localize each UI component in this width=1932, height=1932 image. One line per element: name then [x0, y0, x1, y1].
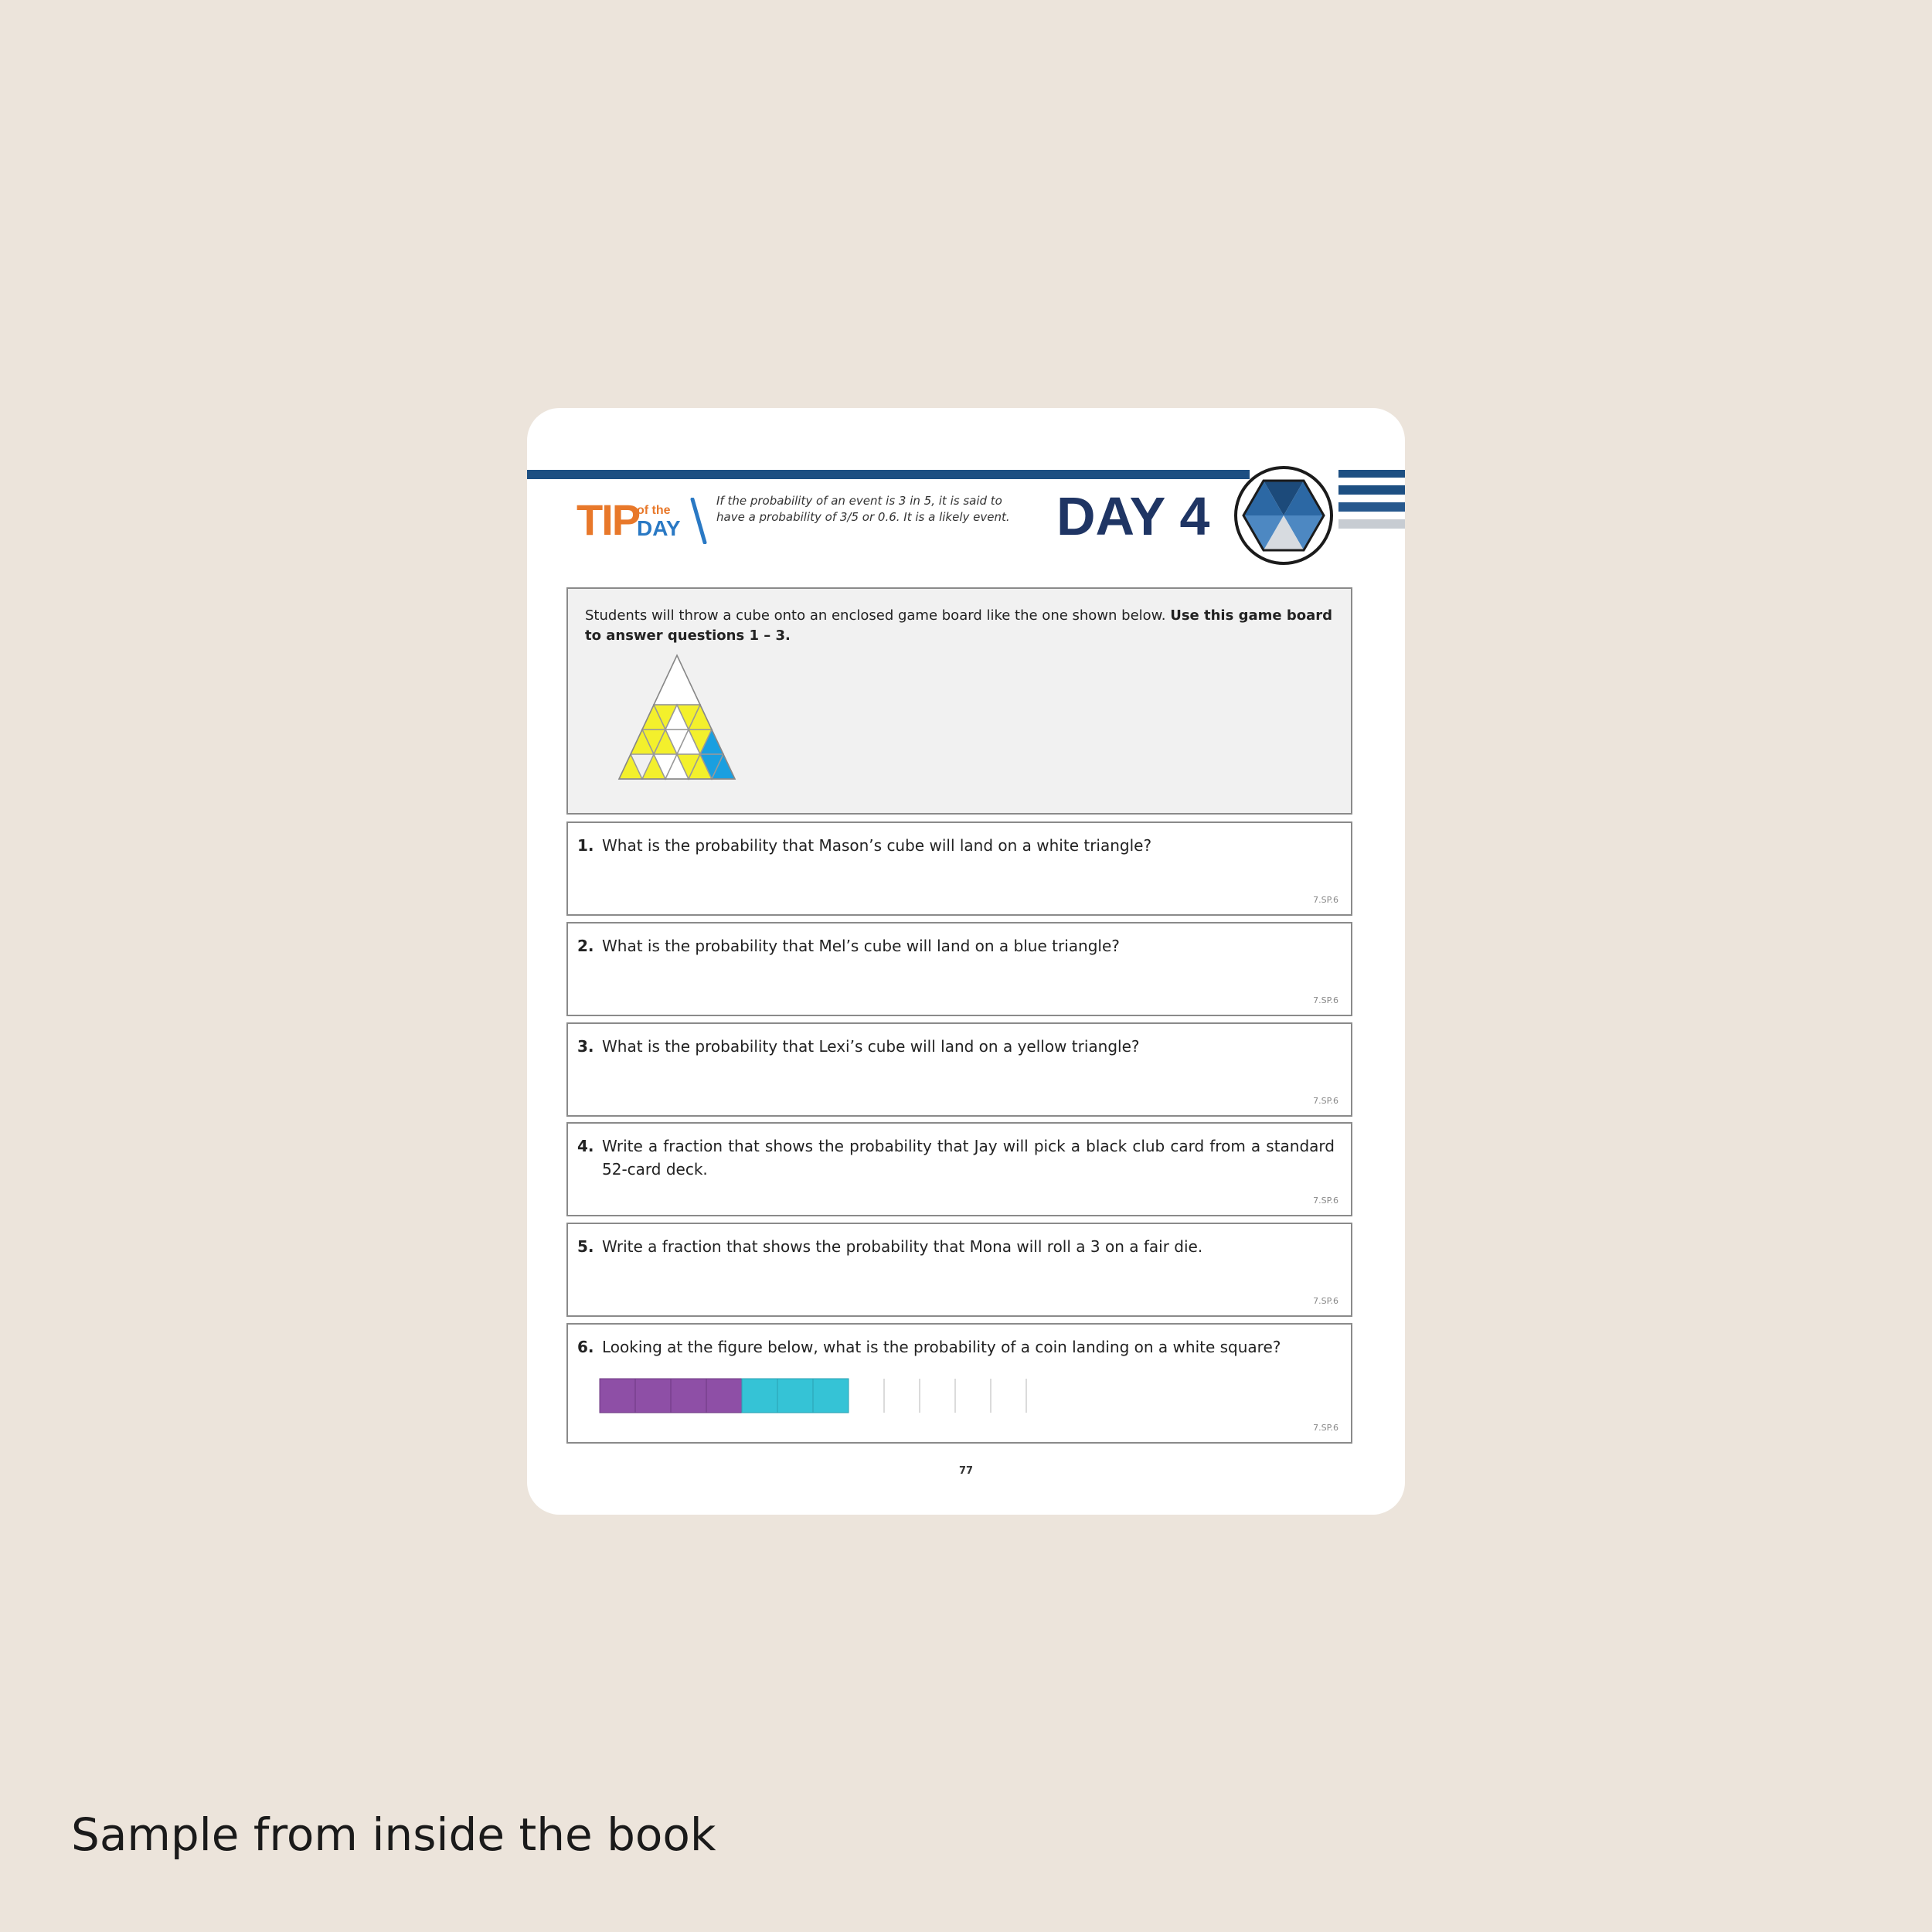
strip-square [600, 1379, 635, 1413]
question-text [577, 1335, 1335, 1359]
question-body: Write a fraction that shows the probability that Mona will roll a 3 on a fair die. [602, 1237, 1203, 1256]
intro-text [585, 606, 1338, 646]
question-text [577, 1235, 1335, 1258]
question-text [577, 1134, 1335, 1181]
question-number: 2. [577, 937, 594, 955]
page-number: 77 [958, 1465, 974, 1477]
intro-regular: Students will throw a cube onto an enclosed game board like the one shown below. [585, 607, 1171, 624]
question-text [577, 934, 1335, 957]
question-number: 6. [577, 1338, 594, 1356]
tip-line-1: If the probability of an event is 3 in 5, it is said to [716, 494, 1002, 508]
tip-day: DAY [637, 516, 681, 540]
caption: Sample from inside the book [71, 1808, 716, 1861]
game-board-triangle [607, 652, 753, 807]
question-box [566, 1122, 1352, 1216]
question-body: What is the probability that Mason’s cube will land on a white triangle? [602, 836, 1152, 855]
strip-square [742, 1379, 777, 1413]
standard-code: 7.SP.6 [1313, 1296, 1338, 1306]
hexagon-badge-icon [1234, 466, 1333, 565]
question-box [566, 922, 1352, 1016]
strip-square [671, 1379, 706, 1413]
strip-square [706, 1379, 742, 1413]
question-number: 1. [577, 836, 594, 855]
day-title: DAY 4 [1056, 486, 1210, 546]
strip-square [777, 1379, 813, 1413]
question-box [566, 1022, 1352, 1117]
standard-code: 7.SP.6 [1313, 1096, 1338, 1106]
question-number: 3. [577, 1037, 594, 1056]
question-body: What is the probability that Lexi’s cube will land on a yellow triangle? [602, 1037, 1140, 1056]
strip-square [813, 1379, 849, 1413]
strip-square [635, 1379, 671, 1413]
question-body: Write a fraction that shows the probability that Jay will pick a black club card from a standard 52-card deck. [602, 1137, 1335, 1179]
question-number: 4. [577, 1137, 594, 1155]
question-box [566, 1323, 1352, 1444]
standard-code: 7.SP.6 [1313, 1423, 1338, 1433]
intro-bold: Use this game board to answer questions 1 – 3. [585, 607, 1332, 644]
tip-line-2: have a probability of 3/5 or 0.6. It is a likely event. [716, 510, 1010, 524]
book-page [527, 408, 1405, 1515]
square-strip [599, 1377, 1047, 1416]
tip-text [716, 493, 1010, 526]
board-triangle [654, 655, 700, 705]
standard-code: 7.SP.6 [1313, 895, 1338, 905]
tip-of-the-day-logo [577, 493, 716, 547]
question-body: What is the probability that Mel’s cube will land on a blue triangle? [602, 937, 1120, 955]
question-box [566, 1223, 1352, 1317]
question-text [577, 1035, 1335, 1058]
question-body: Looking at the figure below, what is the probability of a coin landing on a white square? [602, 1338, 1281, 1356]
question-box [566, 821, 1352, 916]
question-number: 5. [577, 1237, 594, 1256]
question-text [577, 834, 1335, 857]
board-triangle [619, 754, 642, 779]
standard-code: 7.SP.6 [1313, 995, 1338, 1005]
pencil-slash-icon [689, 498, 708, 544]
tip-word: TIP [577, 495, 640, 544]
header-band [527, 470, 1250, 479]
intro-box [566, 587, 1352, 815]
tip-of-the: of the [637, 504, 671, 517]
standard-code: 7.SP.6 [1313, 1196, 1338, 1206]
